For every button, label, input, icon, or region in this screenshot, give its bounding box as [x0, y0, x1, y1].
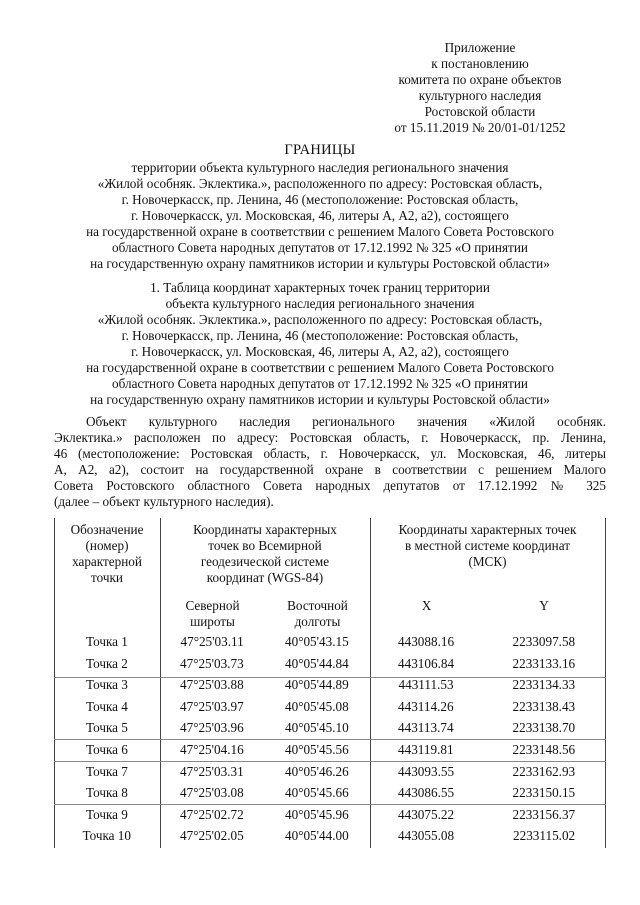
- y-cell: 2233134.33: [512, 677, 576, 693]
- header-x: X: [421, 598, 432, 613]
- y-cell: 2233156.37: [512, 806, 576, 822]
- longitude-cell: 40°05'46.26: [285, 763, 349, 779]
- latitude-cell: 47°25'02.05: [180, 828, 244, 844]
- subtitle-line: «Жилой особняк. Эклектика.», расположенного по адресу: Ростовская область,: [97, 176, 543, 191]
- latitude-cell: 47°25'03.97: [180, 698, 244, 714]
- y-cell: 2233150.15: [512, 785, 576, 801]
- paragraph-line: Объект культурного наследия регионального значения «Жилой особняк.: [86, 414, 606, 429]
- x-cell: 443106.84: [398, 655, 455, 671]
- section-line: г. Новочеркасск, пр. Ленина, 46 (местоположение: Ростовская область,: [121, 328, 519, 343]
- latitude-cell: 47°25'03.73: [180, 655, 244, 671]
- table-row: [54, 632, 606, 653]
- x-cell: 443119.81: [398, 742, 454, 757]
- x-cell: 443075.22: [398, 806, 455, 822]
- longitude-cell: 40°05'45.96: [285, 806, 349, 822]
- y-cell: 2233097.58: [512, 634, 576, 649]
- y-cell: 2233148.56: [512, 742, 576, 757]
- subtitle-line: на государственную охрану памятников истории и культуры Ростовской области»: [90, 256, 550, 271]
- latitude-cell: 47°25'03.08: [180, 785, 244, 801]
- section-line: 1. Таблица координат характерных точек границ территории: [150, 280, 490, 295]
- point-cell: Точка 5: [86, 720, 128, 736]
- y-cell: 2233138.70: [512, 720, 576, 736]
- paragraph-line: Совета Ростовского областного Совета народных депутатов от 17.12.1992 № 325: [54, 478, 606, 493]
- point-cell: Точка 4: [86, 698, 128, 714]
- longitude-cell: 40°05'45.10: [285, 720, 349, 736]
- paragraph-line: (далее – объект культурного наследия).: [54, 494, 274, 509]
- point-cell: Точка 7: [86, 763, 128, 779]
- document-title: ГРАНИЦЫ: [284, 142, 356, 158]
- appendix-header: [360, 40, 600, 136]
- latitude-cell: 47°25'03.96: [180, 720, 244, 736]
- longitude-cell: 40°05'43.15: [285, 634, 349, 649]
- appendix-line: к постановлению: [431, 56, 529, 71]
- subtitle-line: областного Совета народных депутатов от 17.12.1992 № 325 «О принятии: [112, 240, 528, 255]
- paragraph-line: 46 (местоположение: Ростовская область, г. Новочеркасск, ул. Московская, 46, литеры: [54, 446, 606, 461]
- x-cell: 443111.53: [398, 677, 454, 693]
- longitude-cell: 40°05'45.08: [285, 698, 349, 714]
- longitude-cell: 40°05'45.56: [285, 742, 349, 757]
- header-east-longitude: Восточной долготы: [287, 598, 348, 629]
- y-cell: 2233162.93: [512, 763, 576, 779]
- table-row: [54, 718, 606, 739]
- point-cell: Точка 6: [86, 742, 128, 757]
- x-cell: 443113.74: [398, 720, 454, 736]
- appendix-line: Ростовской области: [424, 104, 536, 119]
- point-cell: Точка 3: [86, 677, 128, 693]
- x-cell: 443055.08: [398, 828, 455, 844]
- paragraph-line: А, А2, а2), состоит на государственной охране в соответствии с решением Малого: [54, 462, 606, 477]
- body-paragraph: [54, 414, 606, 510]
- header-msk: Координаты характерных точек в местной системе координат (МСК): [398, 522, 577, 569]
- appendix-line: от 15.11.2019 № 20/01-01/1252: [394, 120, 566, 135]
- section-line: г. Новочеркасск, ул. Московская, 46, литеры А, А2, а2), состоящего: [131, 344, 509, 359]
- coordinates-table: [54, 518, 606, 848]
- section-line: на государственную охрану памятников истории и культуры Ростовской области»: [90, 392, 550, 407]
- table-row: [54, 675, 606, 696]
- x-cell: 443088.16: [398, 634, 455, 649]
- longitude-cell: 40°05'44.89: [285, 677, 349, 693]
- longitude-cell: 40°05'45.66: [285, 785, 349, 801]
- section-line: на государственной охране в соответствии с решением Малого Совета Ростовского: [86, 360, 554, 375]
- subtitle-line: на государственной охране в соответствии с решением Малого Совета Ростовского: [86, 224, 554, 239]
- longitude-cell: 40°05'44.00: [285, 828, 349, 844]
- latitude-cell: 47°25'03.31: [180, 763, 244, 779]
- x-cell: 443093.55: [398, 763, 455, 779]
- table-row: [54, 783, 606, 804]
- y-cell: 2233138.43: [512, 698, 576, 714]
- latitude-cell: 47°25'03.11: [180, 634, 244, 649]
- y-cell: 2233115.02: [513, 828, 576, 844]
- section-line: объекта культурного наследия регионального значения: [165, 296, 475, 311]
- header-wgs84: Координаты характерных точек во Всемирной геодезической системе координат (WGS-84): [193, 522, 337, 585]
- paragraph-line: Эклектика.» расположен по адресу: Ростовская область, г. Новочеркасск, пр. Ленина,: [54, 430, 606, 445]
- section-1-heading: [40, 280, 600, 408]
- header-point-designation: Обозначение (номер) характерной точки: [70, 522, 144, 585]
- header-north-latitude: Северной широты: [185, 598, 240, 629]
- x-cell: 443114.26: [398, 698, 454, 714]
- table-row: [54, 826, 606, 847]
- point-cell: Точка 9: [86, 806, 128, 822]
- table-row: [54, 805, 606, 826]
- latitude-cell: 47°25'04.16: [180, 742, 244, 757]
- section-line: «Жилой особняк. Эклектика.», расположенного по адресу: Ростовская область,: [97, 312, 543, 327]
- latitude-cell: 47°25'02.72: [180, 806, 244, 822]
- x-cell: 443086.55: [398, 785, 455, 801]
- document-subtitle: [40, 160, 600, 272]
- appendix-line: комитета по охране объектов: [398, 72, 562, 87]
- point-cell: Точка 8: [86, 785, 128, 801]
- latitude-cell: 47°25'03.88: [180, 677, 244, 693]
- subtitle-line: г. Новочеркасск, ул. Московская, 46, литеры А, А2, а2), состоящего: [131, 208, 509, 223]
- subtitle-line: г. Новочеркасск, пр. Ленина, 46 (местоположение: Ростовская область,: [121, 192, 519, 207]
- section-line: областного Совета народных депутатов от 17.12.1992 № 325 «О принятии: [112, 376, 528, 391]
- point-cell: Точка 2: [86, 655, 128, 671]
- table-row: [54, 762, 606, 783]
- header-y: Y: [539, 598, 549, 613]
- y-cell: 2233133.16: [512, 655, 576, 671]
- appendix-line: культурного наследия: [418, 88, 542, 103]
- point-cell: Точка 10: [82, 828, 131, 844]
- table-row: [54, 740, 606, 761]
- subtitle-line: территории объекта культурного наследия регионального значения: [131, 160, 509, 175]
- point-cell: Точка 1: [86, 634, 128, 649]
- longitude-cell: 40°05'44.84: [285, 655, 349, 671]
- appendix-line: Приложение: [444, 40, 516, 55]
- table-row: [54, 697, 606, 718]
- table-row: [54, 654, 606, 675]
